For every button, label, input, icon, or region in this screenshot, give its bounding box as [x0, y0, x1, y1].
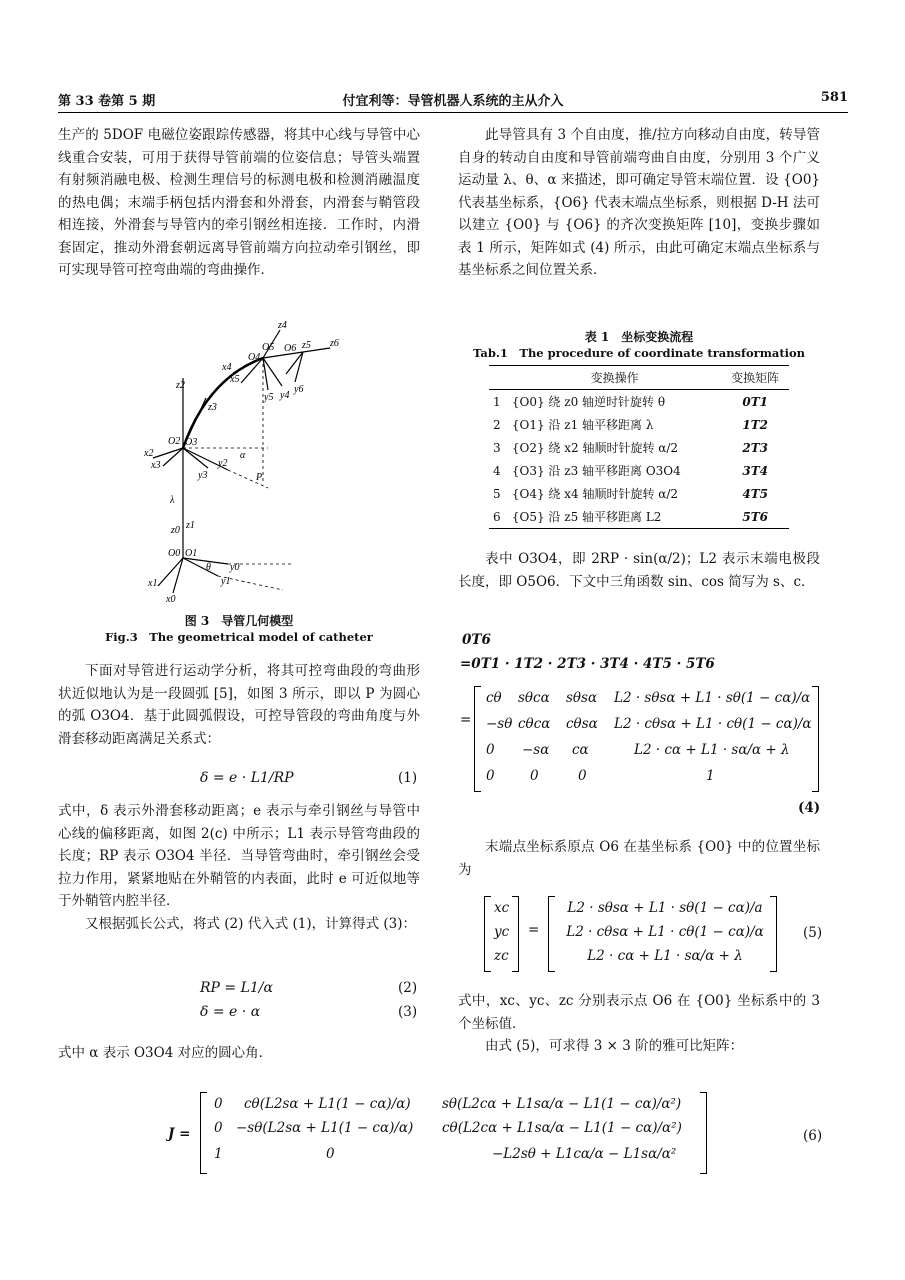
table-1 [458, 328, 820, 529]
left-para-1: 生产的 5DOF 电磁位姿跟踪传感器，将其中心线与导管中心线重合安装，可用于获得导管前端的位姿信息；导管头端置有射频消融电极、检测生理信号的标测电极和检测消融温度的热电偶；末端手柄包括内滑套和外滑套，内滑套与鞘管段相连接，外滑套与导管内的牵引钢丝相连接．工作时，内滑套固定，推动外滑套朝远离导管前端方向拉动牵引钢丝，即可实现导管可控弯曲端的弯曲操作． [58, 127, 420, 278]
row-operation: {O5} 沿 z5 轴平移距离 L2 [508, 505, 722, 529]
matrix-cell: sθ(L2cα + L1sα/α − L1(1 − cα)/α²) [442, 1096, 682, 1112]
label-O3: O3 [185, 437, 198, 448]
label-x5: x5 [230, 374, 240, 385]
label-x2: x2 [144, 448, 154, 459]
eq5-rhs-right-bracket [770, 896, 777, 972]
label-y0: y0 [230, 562, 240, 573]
table-header-operation: 变换操作 [508, 366, 722, 390]
label-z6: z6 [330, 338, 339, 349]
equation-4-equals: = [460, 712, 472, 728]
figure-caption-en: Fig.3 The geometrical model of catheter [105, 630, 373, 644]
table-row [489, 459, 789, 482]
row-matrix: 1T2 [742, 417, 768, 432]
row-operation: {O2} 绕 x2 轴顺时针旋转 α/2 [511, 441, 679, 455]
row-matrix: 2T3 [742, 440, 768, 455]
running-title: 付宜利等：导管机器人系统的主从介入 [342, 94, 564, 109]
label-P: P [256, 472, 263, 483]
matrix-cell: −L2sθ + L1cα/α − L1sα/α² [492, 1146, 677, 1162]
equation-4-number: (4) [798, 800, 821, 816]
matrix-cell: −sα [522, 742, 550, 758]
label-O1: O1 [185, 548, 198, 559]
row-number: 1 [493, 394, 501, 409]
row-matrix: 0T1 [742, 394, 768, 409]
eq5-rhs-row: L2 · cα + L1 · sα/α + λ [587, 948, 743, 964]
right-para-5: 由式 (5)，可求得 3 × 3 阶的雅可比矩阵： [485, 1038, 744, 1054]
figure-caption-cn: 图 3 导管几何模型 [184, 614, 294, 628]
figure-3 [58, 318, 420, 646]
matrix-cell: cθ(L2sα + L1(1 − cα)/α) [244, 1096, 411, 1112]
matrix-cell: cθsα [566, 716, 598, 732]
row-number: 6 [489, 505, 508, 529]
row-operation: {O0} 绕 z0 轴逆时针旋转 θ [511, 395, 666, 409]
matrix-cell: L2 · cα + L1 · sα/α + λ [634, 742, 790, 758]
table-row [489, 436, 789, 459]
label-x1: x1 [148, 578, 158, 589]
label-alpha: α [240, 450, 246, 461]
left-column-lower-2 [58, 800, 420, 935]
label-y5: y5 [264, 392, 274, 403]
matrix-cell: 1 [706, 768, 715, 784]
equation-4-lhs: 0T6 [462, 632, 491, 648]
left-column-lower [58, 660, 420, 750]
row-number: 4 [493, 463, 501, 478]
label-y6: y6 [294, 384, 304, 395]
eq5-xc: xc [494, 900, 510, 916]
right-para-2: 表中 O3O4，即 2RP · sin(α/2)；L2 表示末端电极段长度，即 O5O6．下文中三角函数 sin、cos 简写为 s、c． [458, 551, 820, 590]
page-number: 581 [820, 90, 848, 105]
label-theta: θ [206, 562, 211, 573]
eq4-left-bracket [474, 686, 481, 792]
equation-1: δ = e · L1/RP [200, 770, 294, 786]
matrix-cell: cθcα [518, 716, 551, 732]
row-operation: {O3} 沿 z3 轴平移距离 O3O4 [511, 464, 681, 478]
label-y1: y1 [221, 576, 231, 587]
table-title-en: Tab.1 The procedure of coordinate transformation [472, 346, 806, 360]
eq5-lhs-left-bracket [484, 896, 491, 972]
right-column-top [458, 124, 820, 282]
matrix-cell: 0 [578, 768, 587, 784]
table-title-cn: 表 1 坐标变换流程 [584, 330, 694, 344]
matrix-cell: 0 [214, 1120, 223, 1136]
label-y2: y2 [218, 458, 228, 469]
row-matrix: 4T5 [742, 486, 768, 501]
left-para-3: 式中，δ 表示外滑套移动距离；e 表示与牵引钢丝与导管中心线的偏移距离，如图 2(c) 中所示；L1 表示导管弯曲段的长度；RP 表示 O3O4 半径．当导管弯曲时，牵引钢丝会受拉力作用，紧紧地贴在外鞘管的内表面，此时 e 可近似地等于外鞘管内腔半径． [58, 803, 420, 909]
right-column-end [458, 990, 820, 1058]
left-column-end [58, 1042, 420, 1065]
matrix-cell: 1 [214, 1146, 223, 1162]
eq6-left-bracket [200, 1092, 207, 1174]
row-number: 5 [493, 486, 501, 501]
label-O2: O2 [168, 436, 181, 447]
equation-2: RP = L1/α [200, 980, 273, 996]
volume-issue: 第 33 卷第 5 期 [58, 94, 156, 109]
label-O5: O5 [262, 342, 275, 353]
row-operation: {O1} 沿 z1 轴平移距离 λ [511, 418, 654, 432]
equation-6-matrix [210, 1096, 700, 1176]
equation-3: δ = e · α [200, 1004, 261, 1020]
label-z5: z5 [302, 340, 311, 351]
eq5-rhs-row: L2 · cθsα + L1 · cθ(1 − cα)/α [566, 924, 764, 940]
eq5-lhs [494, 900, 509, 972]
eq4-right-bracket [812, 686, 819, 792]
equation-4-product: =0T1 · 1T2 · 2T3 · 3T4 · 4T5 · 5T6 [460, 656, 715, 672]
catheter-geometric-model-diagram [58, 318, 420, 608]
matrix-cell: L2 · sθsα + L1 · sθ(1 − cα)/α [614, 690, 811, 706]
equation-5-number: (5) [803, 925, 823, 941]
label-x3: x3 [151, 460, 161, 471]
label-z3: z3 [208, 402, 217, 413]
right-para-3: 末端点坐标系原点 O6 在基坐标系 {O0} 中的位置坐标为 [458, 839, 820, 878]
transform-table [489, 365, 789, 529]
matrix-cell: −sθ [486, 716, 513, 732]
matrix-cell: cα [572, 742, 589, 758]
matrix-cell: L2 · cθsα + L1 · cθ(1 − cα)/α [614, 716, 812, 732]
label-x0: x0 [166, 594, 176, 605]
left-para-5: 式中 α 表示 O3O4 对应的圆心角． [58, 1045, 273, 1061]
table-row [489, 482, 789, 505]
table-row [489, 390, 789, 414]
label-z1: z1 [186, 520, 195, 531]
equation-1-number: (1) [398, 770, 418, 786]
equation-3-number: (3) [398, 1004, 418, 1020]
label-z0: z0 [171, 525, 180, 536]
running-header [58, 90, 848, 113]
matrix-cell: sθsα [566, 690, 598, 706]
table-row [489, 413, 789, 436]
eq6-right-bracket [700, 1092, 707, 1174]
right-column-lower [458, 836, 820, 881]
left-para-4: 又根据弧长公式，将式 (2) 代入式 (1)，计算得式 (3)： [85, 915, 417, 932]
eq5-yc: yc [494, 924, 510, 940]
eq5-rhs [560, 900, 770, 972]
row-matrix: 5T6 [721, 505, 789, 529]
matrix-cell: 0 [486, 768, 495, 784]
table-header-matrix: 变换矩阵 [721, 366, 789, 390]
matrix-cell: cθ [486, 690, 502, 706]
matrix-cell: cθ(L2cα + L1sα/α − L1(1 − cα)/α²) [442, 1120, 682, 1136]
left-para-2: 下面对导管进行运动学分析，将其可控弯曲段的弯曲形状近似地认为是一段圆弧 [5]，如图 3 所示，即以 P 为圆心的弧 O3O4．基于此圆弧假设，可控导管段的弯曲角度与外滑套移动距离满足关系式： [58, 663, 420, 747]
matrix-cell: 0 [530, 768, 539, 784]
label-O4: O4 [248, 352, 261, 363]
eq5-lhs-right-bracket [512, 896, 519, 972]
row-number: 3 [493, 440, 501, 455]
matrix-cell: 0 [326, 1146, 335, 1162]
label-y4: y4 [280, 390, 290, 401]
table-row [489, 505, 789, 529]
row-number: 2 [493, 417, 501, 432]
matrix-cell: −sθ(L2sα + L1(1 − cα)/α) [236, 1120, 414, 1136]
eq5-zc: zc [494, 948, 509, 964]
label-z2: z2 [176, 380, 185, 391]
left-column-top [58, 124, 420, 282]
equation-4-matrix [482, 690, 812, 790]
equation-5-equals: = [528, 922, 540, 938]
equation-6-number: (6) [803, 1128, 823, 1144]
equation-2-number: (2) [398, 980, 418, 996]
matrix-cell: 0 [486, 742, 495, 758]
right-column-mid [458, 548, 820, 593]
label-x4: x4 [222, 362, 232, 373]
right-para-1: 此导管具有 3 个自由度，推/拉方向移动自由度，转导管自身的转动自由度和导管前端弯曲自由度，分别用 3 个广义运动量 λ、θ、α 来描述，即可确定导管末端位置．设 {O0} 代表基坐标系，{O6} 代表末端点坐标系，则根据 D-H 法可以建立 {O0} 与 {O6} 的齐次变换矩阵 [10]，变换步骤如表 1 所示，矩阵如式 (4) 所示，由此可确定末端点坐标系与基坐标系之间位置关系． [458, 127, 820, 278]
matrix-cell: 0 [214, 1096, 223, 1112]
label-O0: O0 [168, 548, 181, 559]
right-para-4: 式中，xc、yc、zc 分别表示点 O6 在 {O0} 坐标系中的 3 个坐标值． [458, 993, 820, 1032]
label-y3: y3 [198, 470, 208, 481]
eq5-rhs-left-bracket [548, 896, 555, 972]
row-operation: {O4} 绕 x4 轴顺时针旋转 α/2 [511, 487, 679, 501]
matrix-cell: sθcα [518, 690, 550, 706]
label-lambda: λ [170, 495, 175, 506]
label-z4: z4 [278, 320, 287, 331]
equation-6-lhs: J = [168, 1126, 191, 1142]
row-matrix: 3T4 [742, 463, 768, 478]
eq5-rhs-row: L2 · sθsα + L1 · sθ(1 − cα)/a [567, 900, 763, 916]
label-O6: O6 [284, 343, 297, 354]
